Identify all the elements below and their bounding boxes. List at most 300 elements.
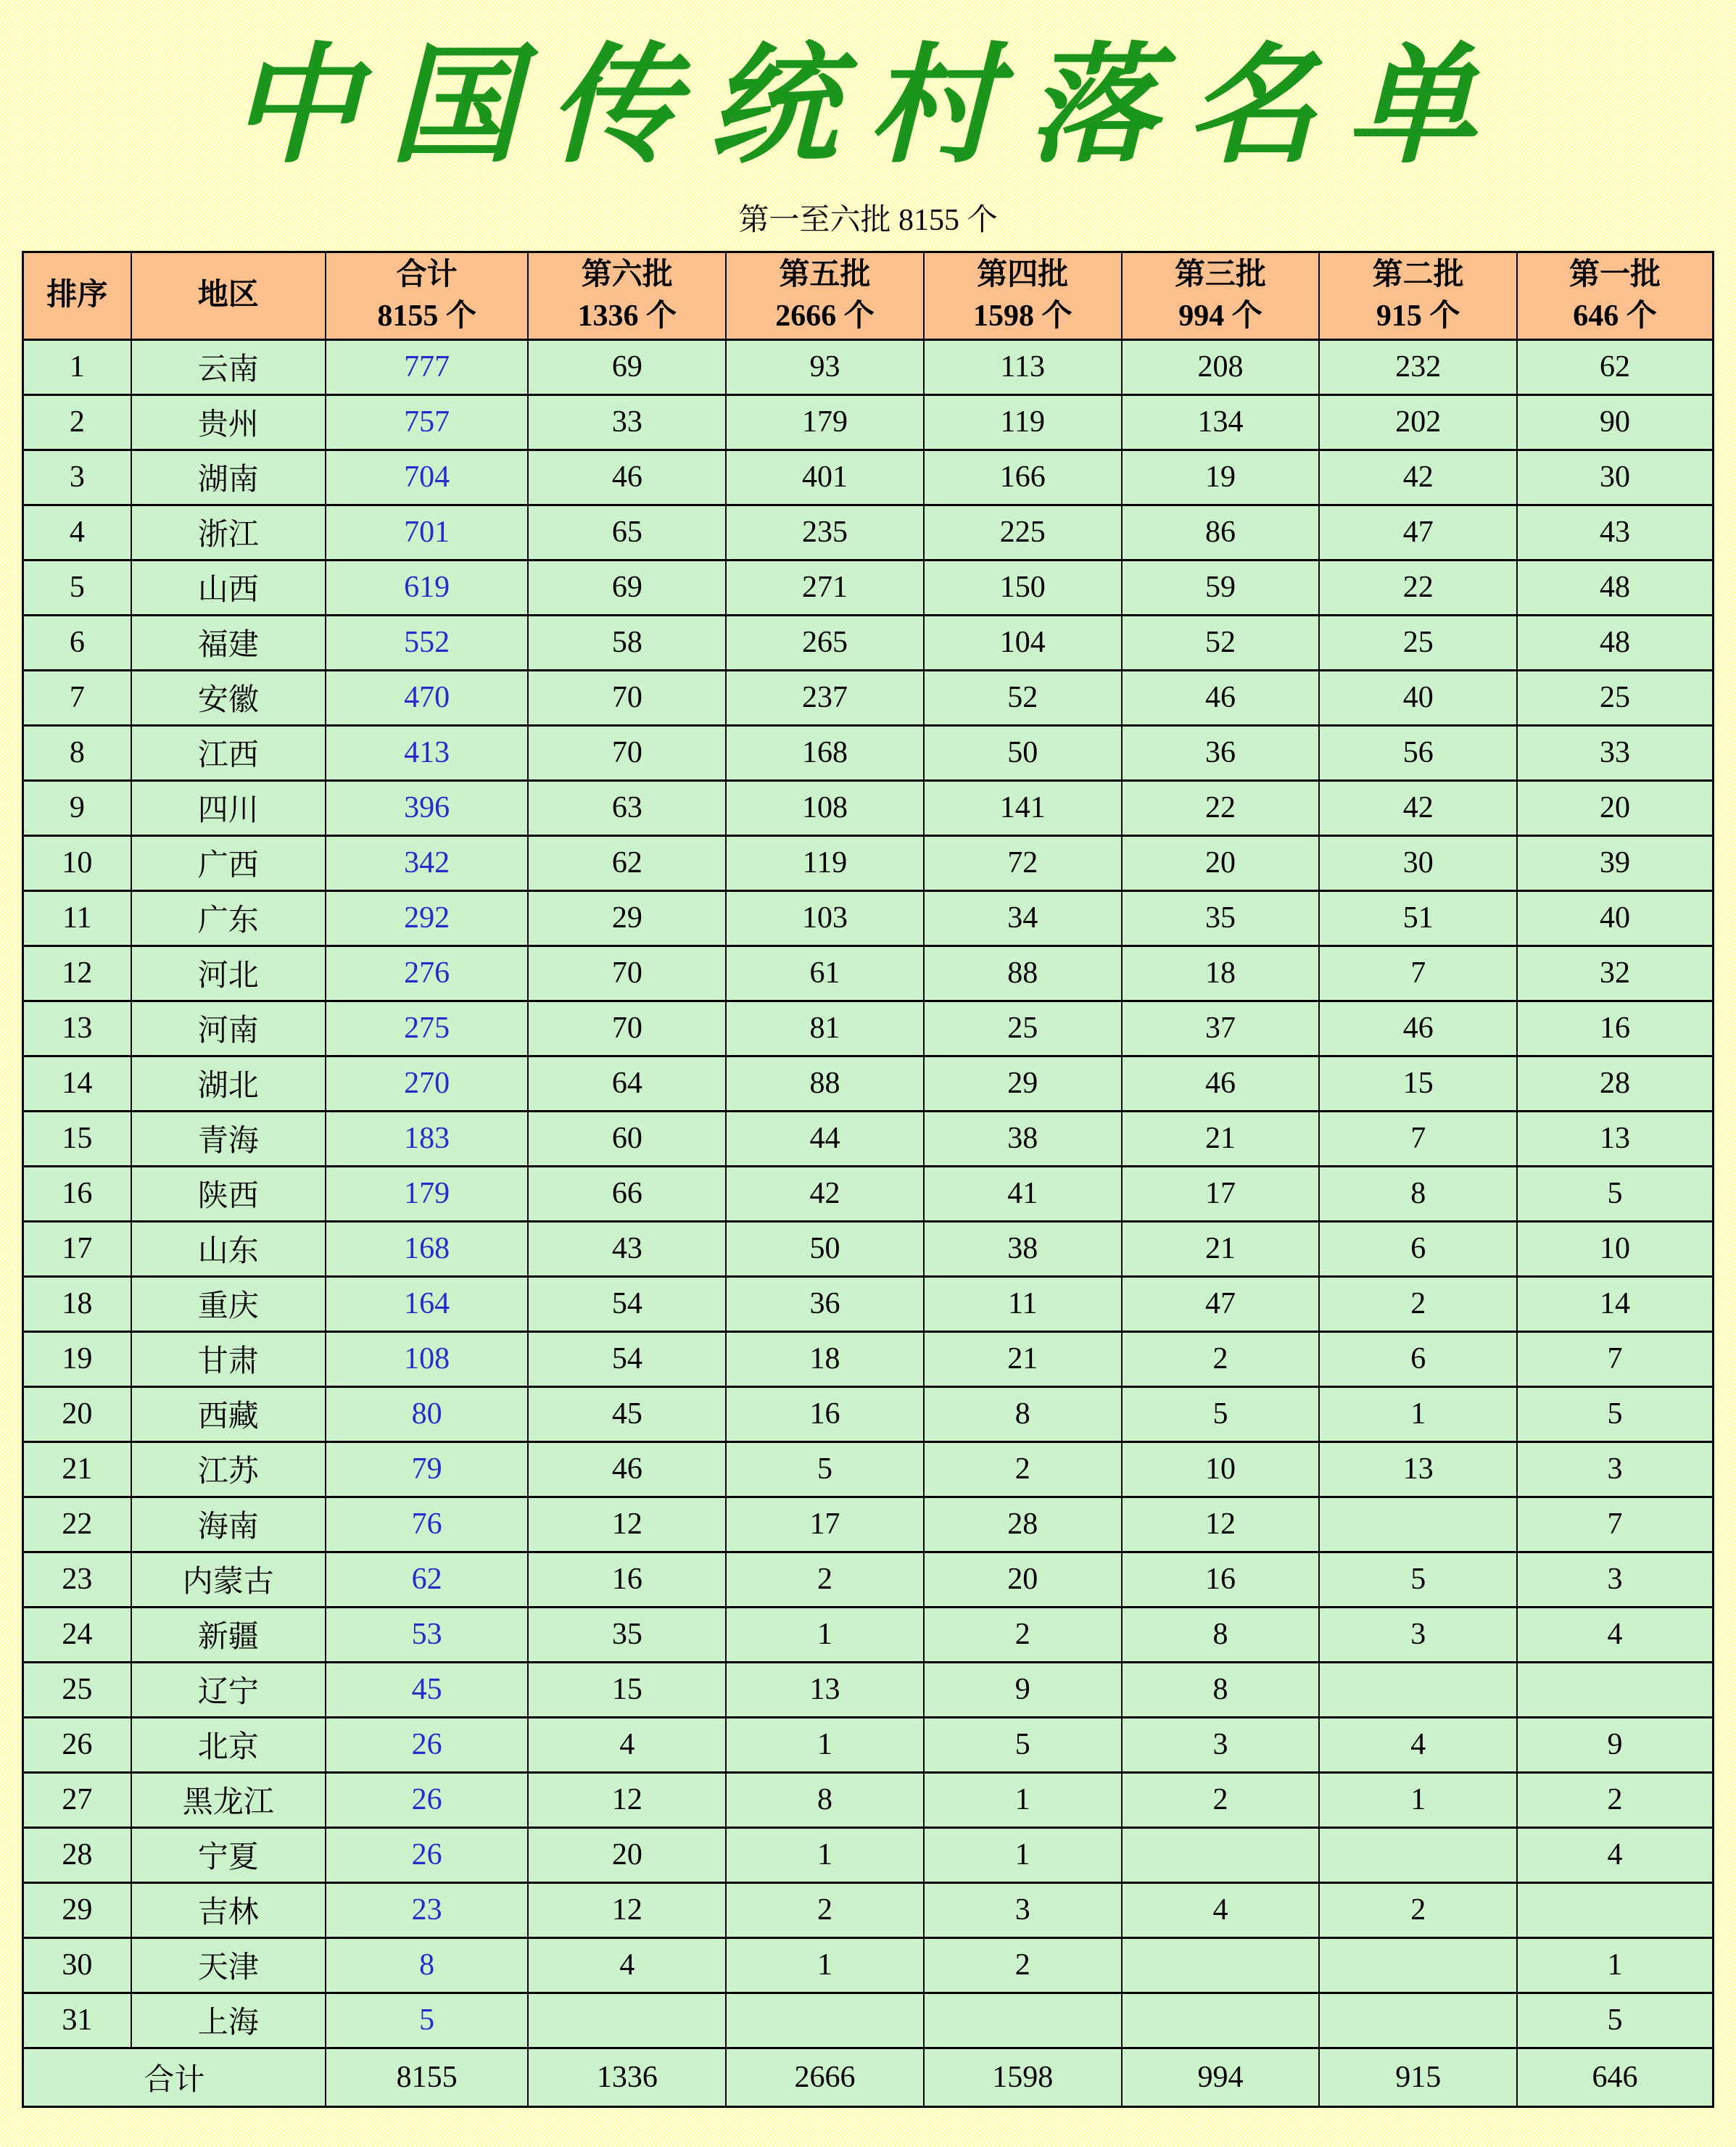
- batch1-cell: 20: [1517, 780, 1713, 835]
- rank-cell: 8: [23, 725, 131, 780]
- rank-cell: 20: [23, 1386, 131, 1441]
- batch1-cell: 3: [1517, 1441, 1713, 1497]
- table-row: [23, 725, 1714, 780]
- region-cell: 四川: [131, 780, 326, 835]
- rank-cell: 25: [23, 1662, 131, 1717]
- batch6-cell: 54: [528, 1331, 726, 1386]
- batch5-cell: 2: [726, 1882, 924, 1937]
- batch5-cell: 50: [726, 1221, 924, 1276]
- table-row: [23, 1221, 1714, 1276]
- batch1-cell: 5: [1517, 1166, 1713, 1221]
- batch1-cell: 5: [1517, 1993, 1713, 2048]
- batch4-cell: 9: [924, 1662, 1122, 1717]
- region-cell: 新疆: [131, 1607, 326, 1662]
- batch6-cell: 65: [528, 505, 726, 560]
- table-row: [23, 780, 1714, 835]
- batch2-cell: 25: [1319, 615, 1517, 670]
- table-row: [23, 394, 1714, 450]
- table-body: [23, 339, 1714, 2048]
- col-header-batch4-count: 1598 个: [972, 299, 1072, 333]
- total-cell: 53: [326, 1607, 529, 1662]
- batch4-cell: 150: [924, 560, 1122, 615]
- batch4-cell: 11: [924, 1276, 1122, 1331]
- page: [0, 25, 1736, 2108]
- col-header-batch4-label: 第四批: [977, 258, 1069, 292]
- batch3-cell: 208: [1122, 339, 1320, 394]
- batch1-cell: 40: [1517, 890, 1713, 946]
- table-row: [23, 1331, 1714, 1386]
- total-cell: 619: [326, 560, 529, 615]
- region-cell: 河北: [131, 946, 326, 1001]
- table-row: [23, 1497, 1714, 1552]
- batch1-cell: [1517, 1662, 1713, 1717]
- batch5-cell: 5: [726, 1441, 924, 1497]
- batch6-cell: 45: [528, 1386, 726, 1441]
- batch3-cell: 4: [1122, 1882, 1320, 1937]
- region-cell: 西藏: [131, 1386, 326, 1441]
- batch6-cell: 12: [528, 1772, 726, 1827]
- batch1-cell: 1: [1517, 1937, 1713, 1993]
- batch1-cell: 9: [1517, 1717, 1713, 1772]
- batch1-cell: 30: [1517, 450, 1713, 505]
- batch2-cell: 5: [1319, 1552, 1517, 1607]
- table-row: [23, 450, 1714, 505]
- batch1-cell: 13: [1517, 1111, 1713, 1166]
- batch5-cell: 168: [726, 725, 924, 780]
- batch4-cell: 25: [924, 1001, 1122, 1056]
- batch2-cell: [1319, 1662, 1517, 1717]
- table-row: [23, 1056, 1714, 1111]
- batch1-cell: [1517, 1882, 1713, 1937]
- batch6-cell: 12: [528, 1882, 726, 1937]
- batch6-cell: 33: [528, 394, 726, 450]
- batch3-cell: 18: [1122, 946, 1320, 1001]
- region-cell: 重庆: [131, 1276, 326, 1331]
- col-header-rank-label: 排序: [46, 278, 108, 313]
- batch4-cell: 8: [924, 1386, 1122, 1441]
- batch4-cell: 113: [924, 339, 1122, 394]
- col-header-rank: [23, 252, 131, 339]
- total-cell: 470: [326, 670, 529, 725]
- batch3-cell: 86: [1122, 505, 1320, 560]
- batch3-cell: 37: [1122, 1001, 1320, 1056]
- region-cell: 广东: [131, 890, 326, 946]
- region-cell: 宁夏: [131, 1827, 326, 1882]
- batch4-cell: 2: [924, 1607, 1122, 1662]
- region-cell: 吉林: [131, 1882, 326, 1937]
- batch1-cell: 28: [1517, 1056, 1713, 1111]
- table-row: [23, 339, 1714, 394]
- total-cell: 76: [326, 1497, 529, 1552]
- batch1-cell: 5: [1517, 1386, 1713, 1441]
- batch3-cell: 47: [1122, 1276, 1320, 1331]
- table-row: [23, 1993, 1714, 2048]
- table-row: [23, 1001, 1714, 1056]
- subtitle: 第一至六批 8155 个: [738, 203, 998, 237]
- col-header-batch3: [1122, 252, 1320, 339]
- table-row: [23, 615, 1714, 670]
- batch3-cell: 22: [1122, 780, 1320, 835]
- total-cell: 45: [326, 1662, 529, 1717]
- batch5-cell: 401: [726, 450, 924, 505]
- total-cell: 80: [326, 1386, 529, 1441]
- batch2-cell: 232: [1319, 339, 1517, 394]
- batch3-cell: 21: [1122, 1221, 1320, 1276]
- total-cell: 270: [326, 1056, 529, 1111]
- rank-cell: 11: [23, 890, 131, 946]
- batch6-cell: 29: [528, 890, 726, 946]
- batch6-cell: 16: [528, 1552, 726, 1607]
- batch4-cell: 1: [924, 1827, 1122, 1882]
- batch4-cell: 28: [924, 1497, 1122, 1552]
- batch2-cell: 15: [1319, 1056, 1517, 1111]
- total-cell: 275: [326, 1001, 529, 1056]
- batch1-cell: 10: [1517, 1221, 1713, 1276]
- batch5-cell: 1: [726, 1827, 924, 1882]
- batch1-cell: 39: [1517, 835, 1713, 890]
- rank-cell: 21: [23, 1441, 131, 1497]
- batch3-cell: 8: [1122, 1662, 1320, 1717]
- rank-cell: 19: [23, 1331, 131, 1386]
- batch6-cell: 69: [528, 339, 726, 394]
- batch4-cell: 41: [924, 1166, 1122, 1221]
- batch2-cell: [1319, 1993, 1517, 2048]
- rank-cell: 17: [23, 1221, 131, 1276]
- villages-table: [22, 251, 1714, 2108]
- table-row: [23, 1717, 1714, 1772]
- batch3-cell: 2: [1122, 1331, 1320, 1386]
- rank-cell: 13: [23, 1001, 131, 1056]
- region-cell: 云南: [131, 339, 326, 394]
- header-row: [23, 252, 1714, 339]
- batch3-cell: 10: [1122, 1441, 1320, 1497]
- rank-cell: 10: [23, 835, 131, 890]
- batch5-cell: 17: [726, 1497, 924, 1552]
- batch3-cell: [1122, 1827, 1320, 1882]
- batch4-cell: 20: [924, 1552, 1122, 1607]
- table-row: [23, 1552, 1714, 1607]
- total-cell: 164: [326, 1276, 529, 1331]
- rank-cell: 4: [23, 505, 131, 560]
- batch1-cell: 25: [1517, 670, 1713, 725]
- col-header-batch6-count: 1336 个: [577, 299, 677, 333]
- total-cell: 26: [326, 1772, 529, 1827]
- total-cell: 342: [326, 835, 529, 890]
- table-row: [23, 1882, 1714, 1937]
- batch6-cell: 69: [528, 560, 726, 615]
- region-cell: 山西: [131, 560, 326, 615]
- rank-cell: 18: [23, 1276, 131, 1331]
- batch2-cell: 40: [1319, 670, 1517, 725]
- batch2-cell: [1319, 1497, 1517, 1552]
- batch6-cell: [528, 1993, 726, 2048]
- batch3-cell: 52: [1122, 615, 1320, 670]
- total-cell: 26: [326, 1717, 529, 1772]
- footer-batch6-cell: 1336: [528, 2048, 726, 2106]
- total-cell: 292: [326, 890, 529, 946]
- batch1-cell: 4: [1517, 1827, 1713, 1882]
- batch2-cell: 8: [1319, 1166, 1517, 1221]
- col-header-batch2: [1319, 252, 1517, 339]
- region-cell: 湖北: [131, 1056, 326, 1111]
- batch5-cell: 36: [726, 1276, 924, 1331]
- table-row: [23, 1607, 1714, 1662]
- batch1-cell: 62: [1517, 339, 1713, 394]
- batch1-cell: 48: [1517, 560, 1713, 615]
- batch3-cell: 16: [1122, 1552, 1320, 1607]
- rank-cell: 1: [23, 339, 131, 394]
- region-cell: 青海: [131, 1111, 326, 1166]
- batch3-cell: 46: [1122, 1056, 1320, 1111]
- batch2-cell: 2: [1319, 1276, 1517, 1331]
- batch6-cell: 20: [528, 1827, 726, 1882]
- rank-cell: 26: [23, 1717, 131, 1772]
- batch3-cell: 19: [1122, 450, 1320, 505]
- total-cell: 62: [326, 1552, 529, 1607]
- batch4-cell: 2: [924, 1937, 1122, 1993]
- batch6-cell: 43: [528, 1221, 726, 1276]
- batch3-cell: 20: [1122, 835, 1320, 890]
- batch2-cell: 2: [1319, 1882, 1517, 1937]
- footer-batch4-cell: 1598: [924, 2048, 1122, 2106]
- footer-batch2-cell: 915: [1319, 2048, 1517, 2106]
- col-header-batch2-count: 915 个: [1376, 299, 1460, 333]
- total-cell: 704: [326, 450, 529, 505]
- region-cell: 天津: [131, 1937, 326, 1993]
- table-row: [23, 1441, 1714, 1497]
- batch5-cell: [726, 1993, 924, 2048]
- col-header-total-count: 8155 个: [377, 299, 476, 333]
- table-row: [23, 946, 1714, 1001]
- footer-batch5-cell: 2666: [726, 2048, 924, 2106]
- batch5-cell: 81: [726, 1001, 924, 1056]
- batch4-cell: 72: [924, 835, 1122, 890]
- region-cell: 黑龙江: [131, 1772, 326, 1827]
- batch2-cell: 7: [1319, 1111, 1517, 1166]
- col-header-region-label: 地区: [197, 278, 259, 313]
- region-cell: 江西: [131, 725, 326, 780]
- rank-cell: 6: [23, 615, 131, 670]
- batch5-cell: 103: [726, 890, 924, 946]
- batch5-cell: 265: [726, 615, 924, 670]
- footer-batch1-cell: 646: [1517, 2048, 1713, 2106]
- batch1-cell: 2: [1517, 1772, 1713, 1827]
- batch4-cell: 29: [924, 1056, 1122, 1111]
- rank-cell: 7: [23, 670, 131, 725]
- batch5-cell: 8: [726, 1772, 924, 1827]
- batch6-cell: 54: [528, 1276, 726, 1331]
- region-cell: 陕西: [131, 1166, 326, 1221]
- total-cell: 757: [326, 394, 529, 450]
- batch4-cell: 88: [924, 946, 1122, 1001]
- total-cell: 777: [326, 339, 529, 394]
- batch3-cell: 3: [1122, 1717, 1320, 1772]
- col-header-batch3-label: 第三批: [1174, 258, 1266, 292]
- rank-cell: 12: [23, 946, 131, 1001]
- table-row: [23, 890, 1714, 946]
- total-cell: 413: [326, 725, 529, 780]
- col-header-batch5-label: 第五批: [779, 258, 871, 292]
- col-header-total: [326, 252, 529, 339]
- batch3-cell: 17: [1122, 1166, 1320, 1221]
- table-row: [23, 1772, 1714, 1827]
- region-cell: 江苏: [131, 1441, 326, 1497]
- batch2-cell: 51: [1319, 890, 1517, 946]
- batch6-cell: 64: [528, 1056, 726, 1111]
- batch5-cell: 2: [726, 1552, 924, 1607]
- batch3-cell: 5: [1122, 1386, 1320, 1441]
- batch5-cell: 42: [726, 1166, 924, 1221]
- batch4-cell: 2: [924, 1441, 1122, 1497]
- rank-cell: 27: [23, 1772, 131, 1827]
- batch1-cell: 4: [1517, 1607, 1713, 1662]
- col-header-total-label: 合计: [396, 258, 458, 292]
- region-cell: 内蒙古: [131, 1552, 326, 1607]
- batch1-cell: 3: [1517, 1552, 1713, 1607]
- batch2-cell: 13: [1319, 1441, 1517, 1497]
- batch1-cell: 14: [1517, 1276, 1713, 1331]
- rank-cell: 14: [23, 1056, 131, 1111]
- batch4-cell: 5: [924, 1717, 1122, 1772]
- batch5-cell: 1: [726, 1937, 924, 1993]
- footer-batch3-cell: 994: [1122, 2048, 1320, 2106]
- region-cell: 安徽: [131, 670, 326, 725]
- table-row: [23, 1662, 1714, 1717]
- batch4-cell: 38: [924, 1221, 1122, 1276]
- col-header-batch1-label: 第一批: [1569, 258, 1661, 292]
- table-row: [23, 1166, 1714, 1221]
- batch5-cell: 235: [726, 505, 924, 560]
- rank-cell: 2: [23, 394, 131, 450]
- batch1-cell: 16: [1517, 1001, 1713, 1056]
- batch6-cell: 70: [528, 946, 726, 1001]
- table-row: [23, 560, 1714, 615]
- table-row: [23, 505, 1714, 560]
- batch6-cell: 12: [528, 1497, 726, 1552]
- col-header-batch3-count: 994 个: [1178, 299, 1262, 333]
- batch5-cell: 13: [726, 1662, 924, 1717]
- total-cell: 179: [326, 1166, 529, 1221]
- total-cell: 79: [326, 1441, 529, 1497]
- rank-cell: 24: [23, 1607, 131, 1662]
- batch2-cell: 3: [1319, 1607, 1517, 1662]
- col-header-batch4: [924, 252, 1122, 339]
- batch2-cell: 42: [1319, 780, 1517, 835]
- batch2-cell: 22: [1319, 560, 1517, 615]
- footer-row: [23, 2048, 1714, 2106]
- batch6-cell: 63: [528, 780, 726, 835]
- batch2-cell: 46: [1319, 1001, 1517, 1056]
- total-cell: 701: [326, 505, 529, 560]
- total-cell: 168: [326, 1221, 529, 1276]
- rank-cell: 16: [23, 1166, 131, 1221]
- batch4-cell: 21: [924, 1331, 1122, 1386]
- col-header-batch5-count: 2666 个: [775, 299, 875, 333]
- batch5-cell: 18: [726, 1331, 924, 1386]
- batch6-cell: 15: [528, 1662, 726, 1717]
- batch5-cell: 1: [726, 1717, 924, 1772]
- batch5-cell: 61: [726, 946, 924, 1001]
- batch5-cell: 88: [726, 1056, 924, 1111]
- total-cell: 108: [326, 1331, 529, 1386]
- total-cell: 23: [326, 1882, 529, 1937]
- batch6-cell: 66: [528, 1166, 726, 1221]
- table-row: [23, 835, 1714, 890]
- batch2-cell: 1: [1319, 1772, 1517, 1827]
- batch6-cell: 60: [528, 1111, 726, 1166]
- rank-cell: 9: [23, 780, 131, 835]
- batch3-cell: 2: [1122, 1772, 1320, 1827]
- batch2-cell: 202: [1319, 394, 1517, 450]
- batch1-cell: 33: [1517, 725, 1713, 780]
- batch3-cell: 35: [1122, 890, 1320, 946]
- batch2-cell: 42: [1319, 450, 1517, 505]
- total-cell: 183: [326, 1111, 529, 1166]
- batch2-cell: 1: [1319, 1386, 1517, 1441]
- batch1-cell: 48: [1517, 615, 1713, 670]
- table-row: [23, 1111, 1714, 1166]
- rank-cell: 23: [23, 1552, 131, 1607]
- batch2-cell: 47: [1319, 505, 1517, 560]
- batch5-cell: 271: [726, 560, 924, 615]
- batch4-cell: 3: [924, 1882, 1122, 1937]
- batch4-cell: 119: [924, 394, 1122, 450]
- batch5-cell: 108: [726, 780, 924, 835]
- batch5-cell: 119: [726, 835, 924, 890]
- batch6-cell: 35: [528, 1607, 726, 1662]
- batch6-cell: 70: [528, 1001, 726, 1056]
- footer-total-cell: 8155: [326, 2048, 529, 2106]
- rank-cell: 5: [23, 560, 131, 615]
- batch1-cell: 90: [1517, 394, 1713, 450]
- rank-cell: 28: [23, 1827, 131, 1882]
- total-cell: 396: [326, 780, 529, 835]
- batch4-cell: 34: [924, 890, 1122, 946]
- batch1-cell: 7: [1517, 1331, 1713, 1386]
- batch4-cell: 50: [924, 725, 1122, 780]
- batch4-cell: 104: [924, 615, 1122, 670]
- batch2-cell: 56: [1319, 725, 1517, 780]
- batch1-cell: 32: [1517, 946, 1713, 1001]
- rank-cell: 3: [23, 450, 131, 505]
- col-header-batch5: [726, 252, 924, 339]
- table-row: [23, 670, 1714, 725]
- batch2-cell: [1319, 1937, 1517, 1993]
- region-cell: 海南: [131, 1497, 326, 1552]
- region-cell: 浙江: [131, 505, 326, 560]
- col-header-region: [131, 252, 326, 339]
- table-row: [23, 1276, 1714, 1331]
- col-header-batch6: [528, 252, 726, 339]
- batch5-cell: 16: [726, 1386, 924, 1441]
- batch5-cell: 1: [726, 1607, 924, 1662]
- batch4-cell: 38: [924, 1111, 1122, 1166]
- batch6-cell: 4: [528, 1937, 726, 1993]
- batch3-cell: 46: [1122, 670, 1320, 725]
- region-cell: 山东: [131, 1221, 326, 1276]
- table-row: [23, 1386, 1714, 1441]
- total-cell: 26: [326, 1827, 529, 1882]
- batch2-cell: 30: [1319, 835, 1517, 890]
- total-cell: 8: [326, 1937, 529, 1993]
- total-cell: 276: [326, 946, 529, 1001]
- col-header-batch2-label: 第二批: [1372, 258, 1464, 292]
- batch4-cell: 1: [924, 1772, 1122, 1827]
- batch2-cell: 6: [1319, 1221, 1517, 1276]
- page-title: 中国传统村落名单: [230, 35, 1506, 178]
- batch6-cell: 58: [528, 615, 726, 670]
- batch6-cell: 62: [528, 835, 726, 890]
